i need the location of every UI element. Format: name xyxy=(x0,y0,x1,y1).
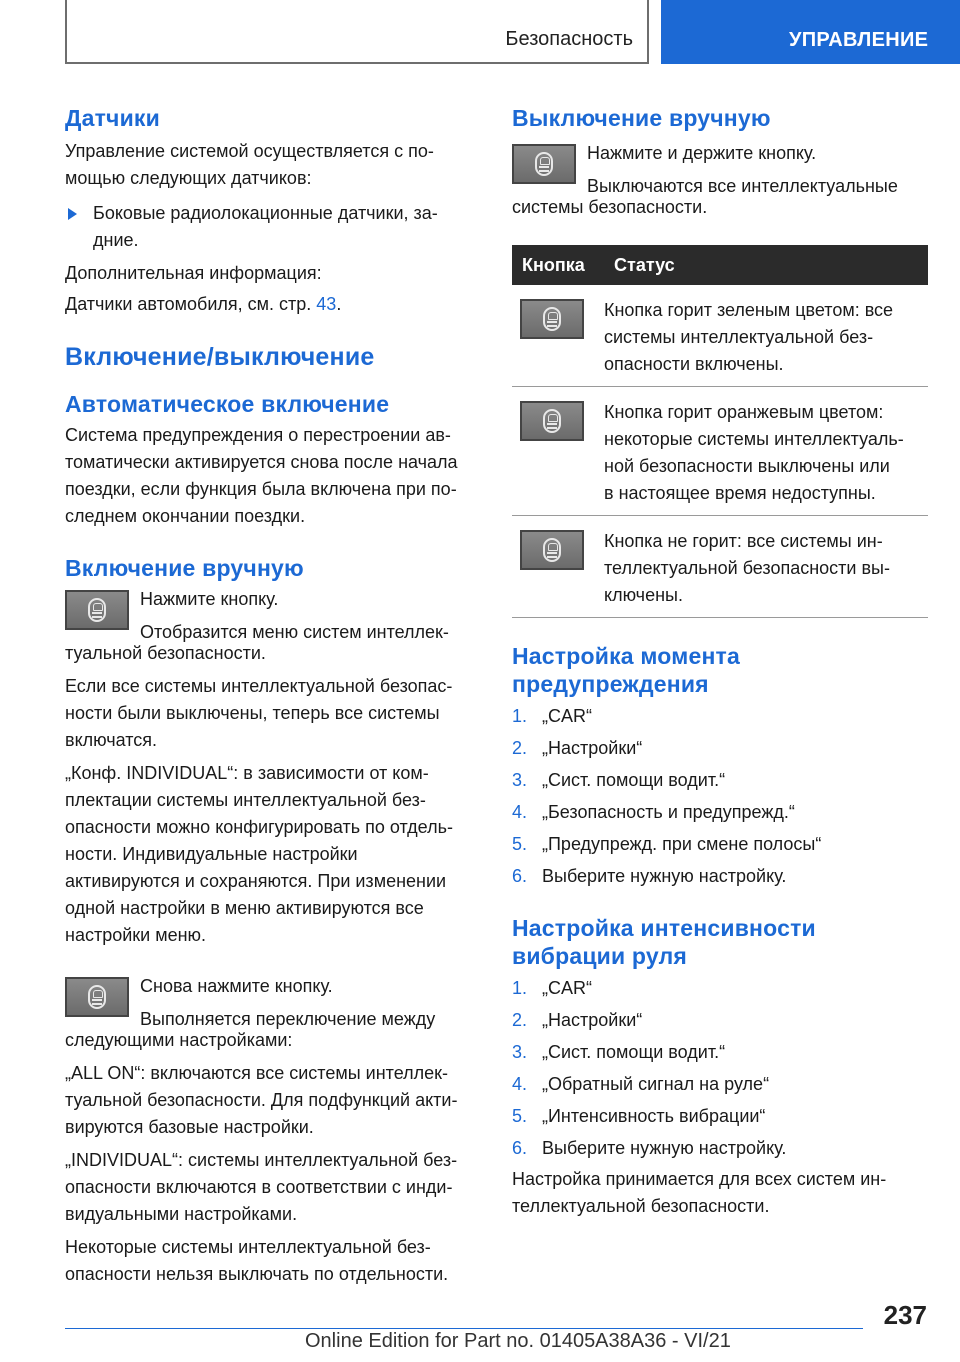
safety-button-orange-image xyxy=(520,401,584,441)
sensors-intro: Управление системой осуществляется с по- мощью следующих датчиков: xyxy=(65,141,434,188)
right-column: Выключение вручную Нажмите и держите кнопку. Выключаются все интеллектуальные системы безопасности. Кнопка Статус Кнопка горит зеленым цветом: все системы интеллектуальной без- опасности включены. Кнопка горит оранжевым цветом: некоторые системы интеллектуаль- ной безопасности выключены или в настоящее время недоступны. Кнопка не горит: все системы ин- теллектуальной безопасности вы- ключены. Настройка момента предупреждения 1. „CAR“ 2. „Настройки“ 3. „Сист. помощи водит.“ 4. „Безопасность и предупрежд.“ 5. „Предупрежд. при смене полосы“ 6. Выберите нужную настройку. Настройка интенсивности вибрации руля 1. „CAR“ 2. „Настройки“ 3. „Сист. помощи водит.“ 4. „Обратный сигнал на руле“ 5. „Интенсивность вибрации“ 6. Выберите нужную настройку. Настройка принимается для всех систем ин- теллектуальной безопасности. xyxy=(512,104,928,1220)
col-header-button: Кнопка xyxy=(512,245,604,285)
some-systems-text: Некоторые системы интеллектуальной без- опасности нельзя выключать по отдельности. xyxy=(65,1237,449,1284)
page-link-43[interactable]: 43 xyxy=(316,294,337,314)
safety-button-green-image xyxy=(520,299,584,339)
driver-assist-icon xyxy=(543,538,561,562)
auto-on-text: Система предупреждения о перестроении ав- томатически активируется снова после начала поездки, если функция была включена при по- следнем окончании поездки. xyxy=(65,425,458,526)
list-item: 2. „Настройки“ xyxy=(512,1010,643,1030)
left-column: Датчики Управление системой осуществляется с по- мощью следующих датчиков: Боковые радиолокационные датчики, за- дние. Дополнительная информация: Датчики автомобиля, см. стр. 43. Включение/выключение Автоматическое включение Система предупреждения о перестроении ав- томатически активируется снова после начала поездки, если функция была включена при по- следнем окончании поездки. Включение вручную Нажмите кнопку. Отобразится меню систем интеллек- туальной безопасности. Если все системы интеллектуальной безопас- ности были выключены, теперь все системы включатся. „Конф. INDIVIDUAL“: в зависимости от ком- плектации системы интеллектуальной без- опасности можно конфигурировать по отдель- ности. Индивидуальные настройки активируются и сохраняются. При изменении одной настройки в меню активируются все настройки меню. Снова нажмите кнопку. Выполняется переключение между следующими настройками: „ALL ON“: включаются все системы интеллек- туальной безопасности. Для подфункций акти- вируются базовые настройки. „INDIVIDUAL“: системы интеллектуальной без- опасности включаются в соответствии с инди- видуальными настройками. Некоторые системы интеллектуальной без- опасности нельзя выключать по отдельности. xyxy=(65,104,480,1288)
driver-assist-icon xyxy=(543,409,561,433)
manual-off-step: Нажмите и держите кнопку. Выключаются все интеллектуальные xyxy=(512,140,928,210)
list-item: 2. „Настройки“ xyxy=(512,738,643,758)
list-item: 4. „Безопасность и предупрежд.“ xyxy=(512,802,795,822)
individual-text: „INDIVIDUAL“: системы интеллектуальной без- опасности включаются в соответствии с инди- видуальными настройками. xyxy=(65,1150,458,1224)
sensors-reference: Датчики автомобиля, см. стр. 43. xyxy=(65,294,342,314)
safety-button-image xyxy=(512,144,576,184)
table-row: Кнопка не горит: все системы ин- теллектуальной безопасности вы- ключены. xyxy=(512,516,928,618)
conf-individual-text: „Конф. INDIVIDUAL“: в зависимости от ком- плектации системы интеллектуальной без- опасности можно конфигурировать по отдель- ности. Индивидуальные настройки активируются и сохраняются. При изменении одной настройки в меню активируются все настройки меню. xyxy=(65,763,453,945)
header-section-box xyxy=(65,0,649,64)
list-item: 6. Выберите нужную настройку. xyxy=(512,1138,787,1158)
list-item: 4. „Обратный сигнал на руле“ xyxy=(512,1074,770,1094)
sensors-bullet: Боковые радиолокационные датчики, за- дние. xyxy=(65,200,480,254)
warning-steps-list xyxy=(512,703,928,890)
heading-sensors: Датчики xyxy=(65,105,160,131)
button-status-table xyxy=(512,245,928,618)
list-item: 5. „Предупрежд. при смене полосы“ xyxy=(512,834,822,854)
table-header-row xyxy=(512,245,928,285)
table-row: Кнопка горит зеленым цветом: все системы интеллектуальной без- опасности включены. xyxy=(512,285,928,387)
vibration-steps-list xyxy=(512,975,928,1162)
safety-button-image xyxy=(65,590,129,630)
table-row: Кнопка горит оранжевым цветом: некоторые системы интеллектуаль- ной безопасности выключены или в настоящее время недоступны. xyxy=(512,387,928,516)
chapter-tab: УПРАВЛЕНИЕ xyxy=(661,0,960,64)
driver-assist-icon xyxy=(543,307,561,331)
safety-button-image xyxy=(65,977,129,1017)
heading-on-off: Включение/выключение xyxy=(65,343,375,371)
list-item: 1. „CAR“ xyxy=(512,978,592,998)
footer-divider xyxy=(65,1328,863,1329)
applies-text: Настройка принимается для всех систем ин- теллектуальной безопасности. xyxy=(512,1169,887,1216)
list-item: 5. „Интенсивность вибрации“ xyxy=(512,1106,766,1126)
more-info: Дополнительная информация: xyxy=(65,263,322,283)
triangle-bullet-icon xyxy=(68,208,77,220)
driver-assist-icon xyxy=(88,598,106,622)
list-item: 1. „CAR“ xyxy=(512,706,592,726)
manual-on-step: Нажмите кнопку. Отобразится меню систем интеллек- xyxy=(65,586,480,656)
heading-warning-timing: Настройка момента предупреждения xyxy=(512,643,740,697)
driver-assist-icon xyxy=(88,985,106,1009)
page-number: 237 xyxy=(883,1300,927,1330)
driver-assist-icon xyxy=(535,152,553,176)
all-on-text: „ALL ON“: включаются все системы интеллек- туальной безопасности. Для подфункций акти- вируются базовые настройки. xyxy=(65,1063,458,1137)
heading-manual-on: Включение вручную xyxy=(65,555,304,581)
heading-auto-on: Автоматическое включение xyxy=(65,391,390,417)
list-item: 6. Выберите нужную настройку. xyxy=(512,866,787,886)
heading-vibration-intensity: Настройка интенсивности вибрации руля xyxy=(512,915,816,969)
col-header-status: Статус xyxy=(604,245,928,285)
heading-manual-off: Выключение вручную xyxy=(512,105,771,131)
section-title: Безопасность xyxy=(505,28,633,50)
list-item: 3. „Сист. помощи водит.“ xyxy=(512,1042,726,1062)
list-item: 3. „Сист. помощи водит.“ xyxy=(512,770,726,790)
press-again-step: Снова нажмите кнопку. Выполняется переключение между xyxy=(65,973,480,1043)
safety-button-off-image xyxy=(520,530,584,570)
footer-edition: Online Edition for Part no. 01405A38A36 - VI/21 xyxy=(305,1330,731,1352)
if-off-text: Если все системы интеллектуальной безопас- ности были выключены, теперь все системы включатся. xyxy=(65,676,453,750)
